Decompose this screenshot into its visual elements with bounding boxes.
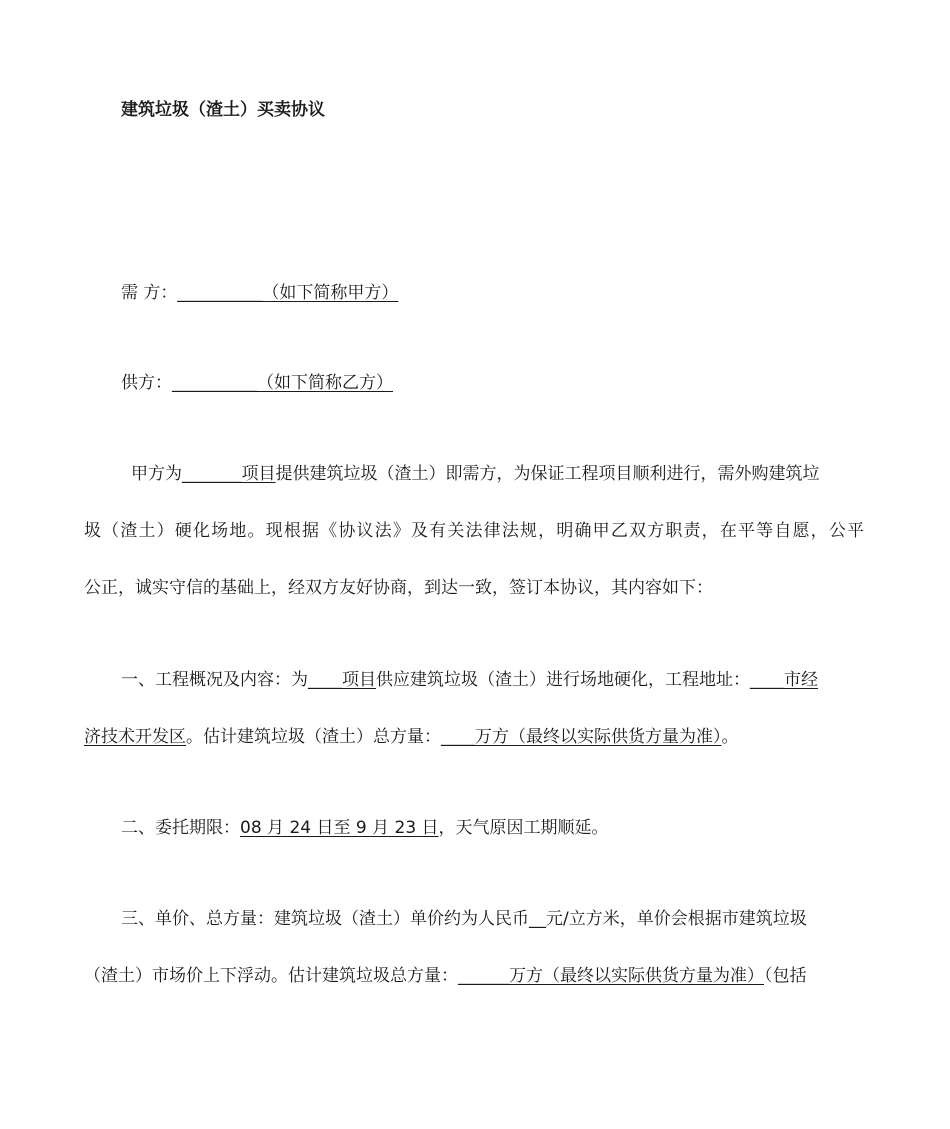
buyer-note: （如下简称甲方）	[262, 283, 399, 303]
volume-note: ______万方（最终以实际供货方量为准）	[458, 966, 764, 986]
intro-text: 提供建筑垃圾（渣土）即需方，为保证工程项目顺利进行，需外购建筑垃	[275, 464, 820, 484]
section-3-text: 三、单价、总方量：建筑垃圾（渣土）单价约为人民币	[121, 909, 529, 929]
price-blank: __	[529, 909, 546, 929]
section-3-line-2	[84, 965, 807, 987]
section-3-text: 元/立方米，单价会根据市建筑垃圾	[546, 909, 807, 929]
intro-line-3: 公正，诚实守信的基础上，经双方友好协商，到达一致，签订本协议，其内容如下：	[84, 578, 713, 598]
project-blank: _______	[182, 464, 242, 484]
project-word: 项目	[241, 464, 276, 484]
intro-text: 甲方为	[131, 464, 182, 484]
volume-note: 万方（最终以实际供货方量为准）	[475, 727, 722, 747]
project-word: 项目	[342, 670, 376, 690]
buyer-line	[121, 282, 398, 304]
section-3-text: （包括	[764, 966, 807, 986]
section-2-text: 二、委托期限：	[121, 818, 240, 838]
section-1-text: 。估计建筑垃圾（渣土）总方量：	[186, 727, 441, 747]
section-1-line-1	[121, 669, 818, 691]
buyer-blank: __________	[177, 283, 263, 303]
intro-line-1	[131, 463, 820, 485]
city-blank: ____	[750, 670, 784, 690]
project-blank: ____	[308, 670, 342, 690]
city-text: 市经	[784, 670, 818, 690]
section-2-line	[121, 817, 609, 839]
section-3-line-1	[121, 908, 807, 930]
supplier-label: 供方：	[121, 373, 172, 393]
section-1-text: 供应建筑垃圾（渣土）进行场地硬化，工程地址：	[376, 670, 750, 690]
period-dates: 08 月 24 日至 9 月 23 日	[240, 818, 439, 838]
section-3-text: （渣土）市场价上下浮动。估计建筑垃圾总方量：	[84, 966, 458, 986]
supplier-line	[121, 372, 393, 394]
supplier-blank: __________	[172, 373, 257, 393]
section-2-text: ，天气原因工期顺延。	[438, 818, 609, 838]
volume-blank: ____	[441, 727, 475, 747]
supplier-note: （如下简称乙方）	[257, 373, 393, 393]
address-text: 济技术开发区	[84, 727, 186, 747]
section-1-text: 。	[721, 727, 739, 747]
section-1-text: 一、工程概况及内容：为	[121, 670, 308, 690]
intro-line-2: 圾（渣土）硬化场地。现根据《协议法》及有关法律法规，明确甲乙双方职责，在平等自愿，公平	[84, 521, 864, 541]
document-title: 建筑垃圾（渣土）买卖协议	[121, 100, 325, 120]
section-1-line-2	[84, 726, 739, 748]
buyer-label: 需 方：	[121, 283, 178, 303]
